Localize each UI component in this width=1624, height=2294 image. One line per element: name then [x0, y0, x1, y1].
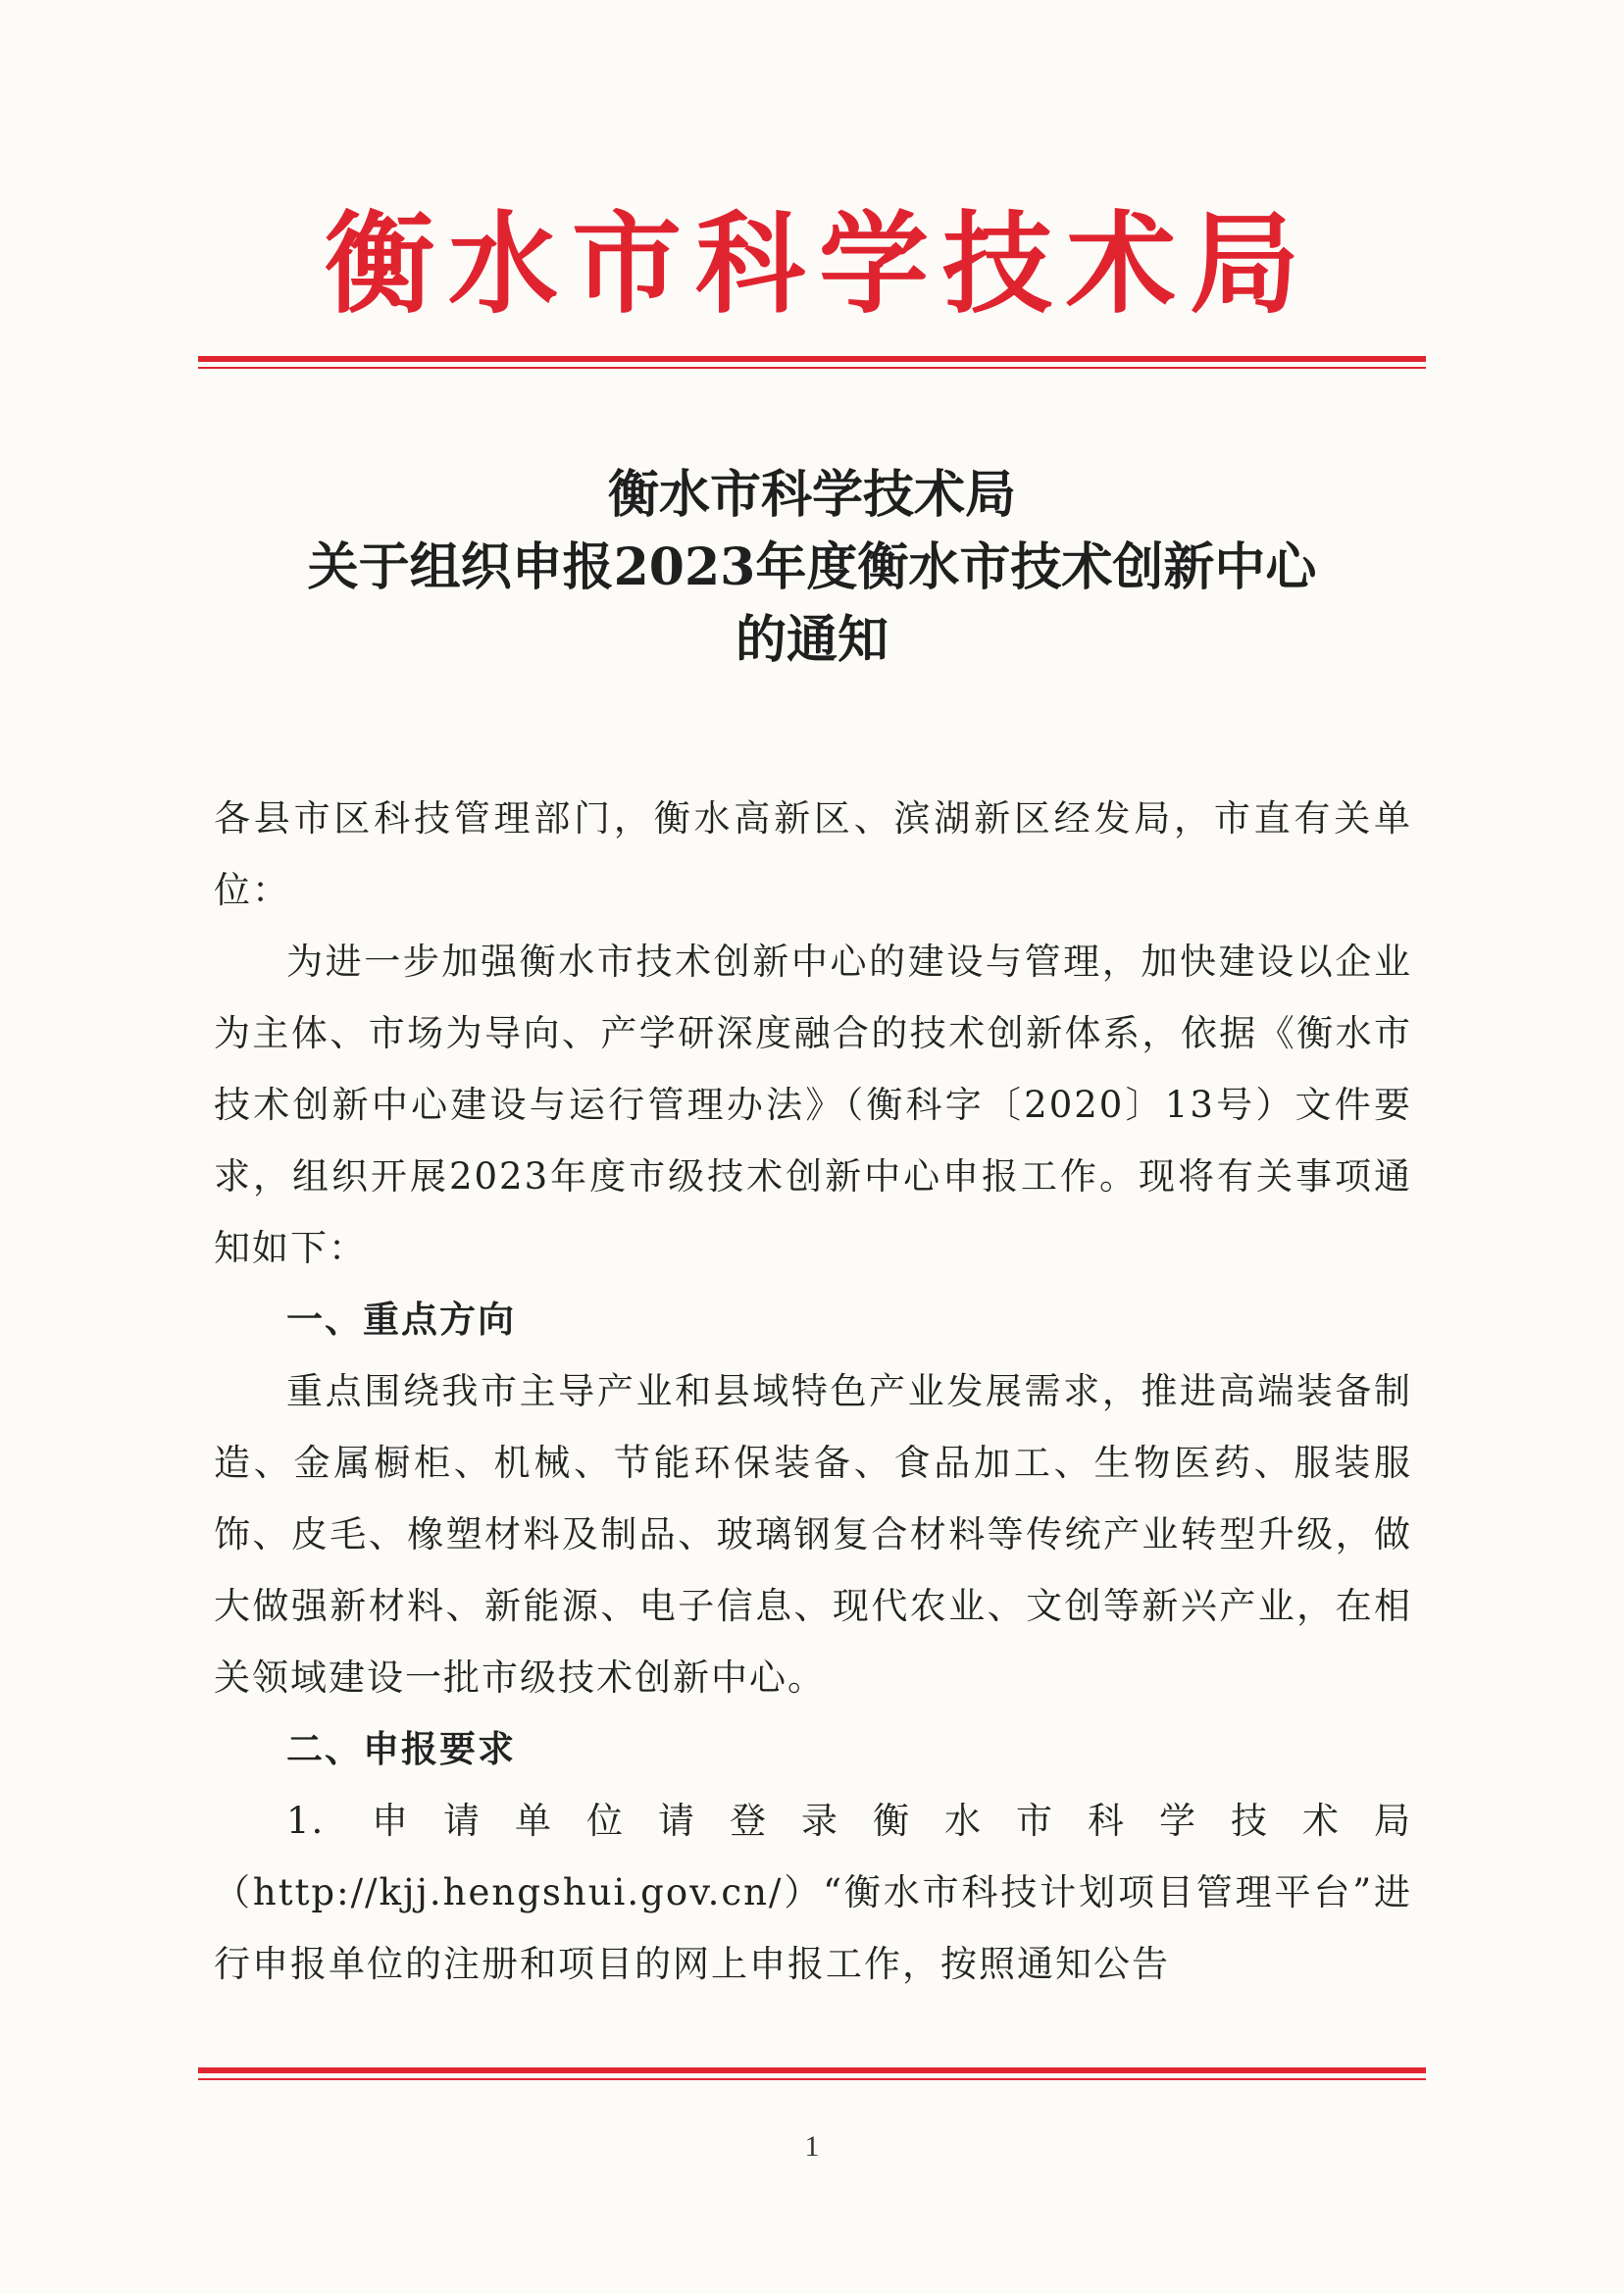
section-1-heading: 一、重点方向 [286, 1299, 516, 1341]
footer-rule-thick-line [198, 2067, 1426, 2073]
footer-red-rule [198, 2067, 1426, 2080]
title-line-3: 的通知 [735, 610, 888, 670]
header-red-rule [198, 356, 1426, 369]
masthead-title: 衡水市科学技术局 [325, 200, 1313, 329]
salutation: 各县市区科技管理部门，衡水高新区、滨湖新区经发局，市直有关单位： [214, 797, 1412, 911]
page-number: 1 [804, 2130, 820, 2163]
section-1-paragraph: 重点围绕我市主导产业和县域特色产业发展需求，推进高端装备制造、金属橱柜、机械、节能环保装备、食品加工、生物医药、服装服饰、皮毛、橡塑材料及制品、玻璃钢复合材料等传统产业转型升级，做大做强新材料、新能源、电子信息、现代农业、文创等新兴产业，在相关领域建设一批市级技术创新中心。 [214, 1370, 1412, 1699]
header-rule-thin-line [198, 367, 1426, 369]
intro-paragraph: 为进一步加强衡水市技术创新中心的建设与管理，加快建设以企业为主体、市场为导向、产学研深度融合的技术创新体系，依据《衡水市技术创新中心建设与运行管理办法》（衡科字〔2020〕13号）文件要求，组织开展2023年度市级技术创新中心申报工作。现将有关事项通知如下： [214, 941, 1412, 1269]
section-2-heading: 二、申报要求 [286, 1728, 516, 1770]
title-line-1: 衡水市科学技术局 [607, 465, 1016, 525]
document-body [214, 783, 1412, 2000]
document-title [196, 459, 1428, 677]
section-2-item-1: 1. 申请单位请登录衡水市科学技术局（http://kjj.hengshui.gov.cn/）“衡水市科技计划项目管理平台”进行申报单位的注册和项目的网上申报工作，按照通知公告 [214, 1800, 1412, 1985]
header-rule-thick-line [198, 356, 1426, 362]
footer-rule-thin-line [198, 2078, 1426, 2080]
title-line-2: 关于组织申报2023年度衡水市技术创新中心 [307, 537, 1317, 597]
